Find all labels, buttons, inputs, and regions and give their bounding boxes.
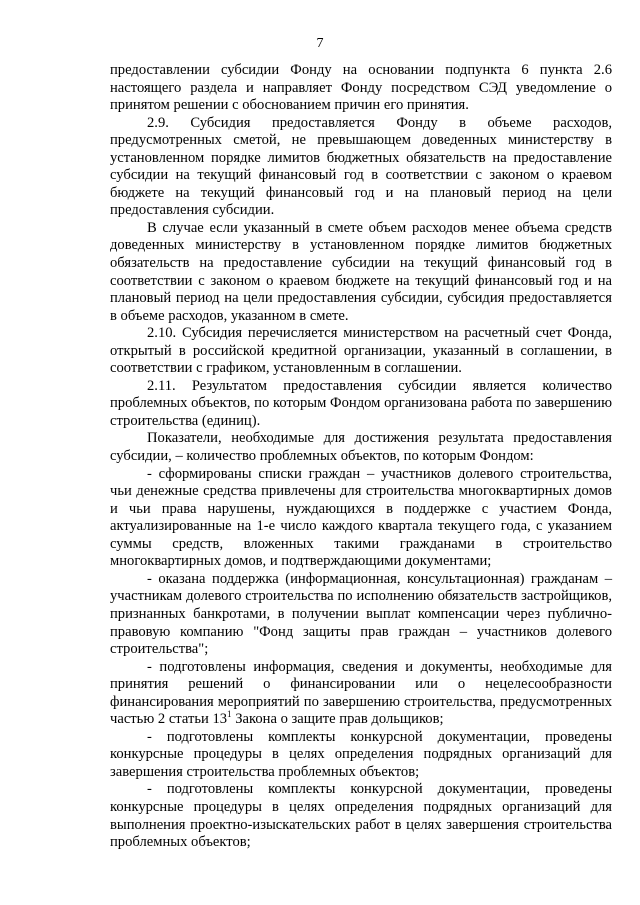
paragraph-indicators-intro: [110, 430, 612, 465]
page-number: 7: [316, 36, 324, 51]
document-body: [110, 62, 612, 852]
superscript: 1: [227, 709, 232, 720]
paragraph-text: Показатели, необходимые для достижения результата предоставления субсидии, – количество проблемных объектов, по которым Фондом:: [110, 430, 612, 465]
list-item-tender-design: [110, 781, 612, 851]
list-item-tender-completion: [110, 729, 612, 782]
paragraph-text: В случае если указанный в смете объем расходов менее объема средств доведенных министерству в установленном порядке лимитов бюджетных обязательств на предоставление субсидии на текущий финансовый год в соответствии с законом о краевом бюджете на текущий финансовый год и на плановый период на цели предоставления субсидии, субсидия предоставляется в объеме расходов, указанном в смете.: [110, 219, 612, 324]
paragraph-text: 2.9. Субсидия предоставляется Фонду в объеме расходов, предусмотренных сметой, не превышающем доведенных министерству в установленном порядке лимитов бюджетных обязательств на предоставление субсидии на текущий финансовый год в соответствии с законом о краевом бюджете на текущий финансовый год и на плановый период на цели предоставления субсидии.: [110, 114, 612, 219]
paragraph-text: предоставлении субсидии Фонду на основании подпункта 6 пункта 2.6 настоящего раздела и направляет Фонду посредством СЭД уведомление о принятом решении с обоснованием причин его принятия.: [110, 62, 612, 114]
paragraph-2-10: [110, 325, 612, 378]
paragraph-text: - подготовлены информация, сведения и документы, необходимые для принятия решений о финансировании или о нецелесообразности финансирования мероприятий по завершению строительства, предусмотренных частью 2 статьи 13: [110, 658, 612, 728]
paragraph-text: - подготовлены комплекты конкурсной документации, проведены конкурсные процедуры в целях определения подрядных организаций для выполнения проектно-изыскательских работ в целях завершения строительства проблемных объектов;: [110, 781, 612, 851]
paragraph-continuation: [110, 62, 612, 115]
paragraph-text: 2.11. Результатом предоставления субсидии является количество проблемных объектов, по которым Фондом организована работа по завершению строительства (единиц).: [110, 377, 612, 429]
paragraph-text: - оказана поддержка (информационная, консультационная) гражданам – участникам долевого строительства по исполнению обязательств застройщиков, признанных банкротами, в получении выплат компенсации через публично-правовую компанию "Фонд защиты прав граждан – участников долевого строительства";: [110, 570, 612, 658]
list-item-information-prepared: [110, 659, 612, 729]
list-item-support: [110, 571, 612, 659]
paragraph-text: 2.10. Субсидия перечисляется министерством на расчетный счет Фонда, открытый в российской кредитной организации, указанный в соглашении, в соответствии с графиком, установленным в соглашении.: [110, 325, 612, 377]
paragraph-budget-limit-case: [110, 220, 612, 325]
paragraph-2-9: [110, 115, 612, 220]
paragraph-text: - подготовлены комплекты конкурсной документации, проведены конкурсные процедуры в целях определения подрядных организаций для завершения строительства проблемных объектов;: [110, 728, 612, 780]
paragraph-2-11: [110, 378, 612, 431]
paragraph-text: Закона о защите прав дольщиков;: [231, 711, 444, 728]
paragraph-text: - сформированы списки граждан – участников долевого строительства, чьи денежные средства привлечены для строительства многоквартирных домов и чьи права нарушены, нуждающихся в поддержке с участием Фонда, актуализированные на 1-е число каждого квартала текущего года, с указанием суммы средств, вложенных такими гражданами в строительство многоквартирных домов, и подтверждающими документами;: [110, 465, 612, 570]
list-item-citizen-lists: [110, 466, 612, 571]
